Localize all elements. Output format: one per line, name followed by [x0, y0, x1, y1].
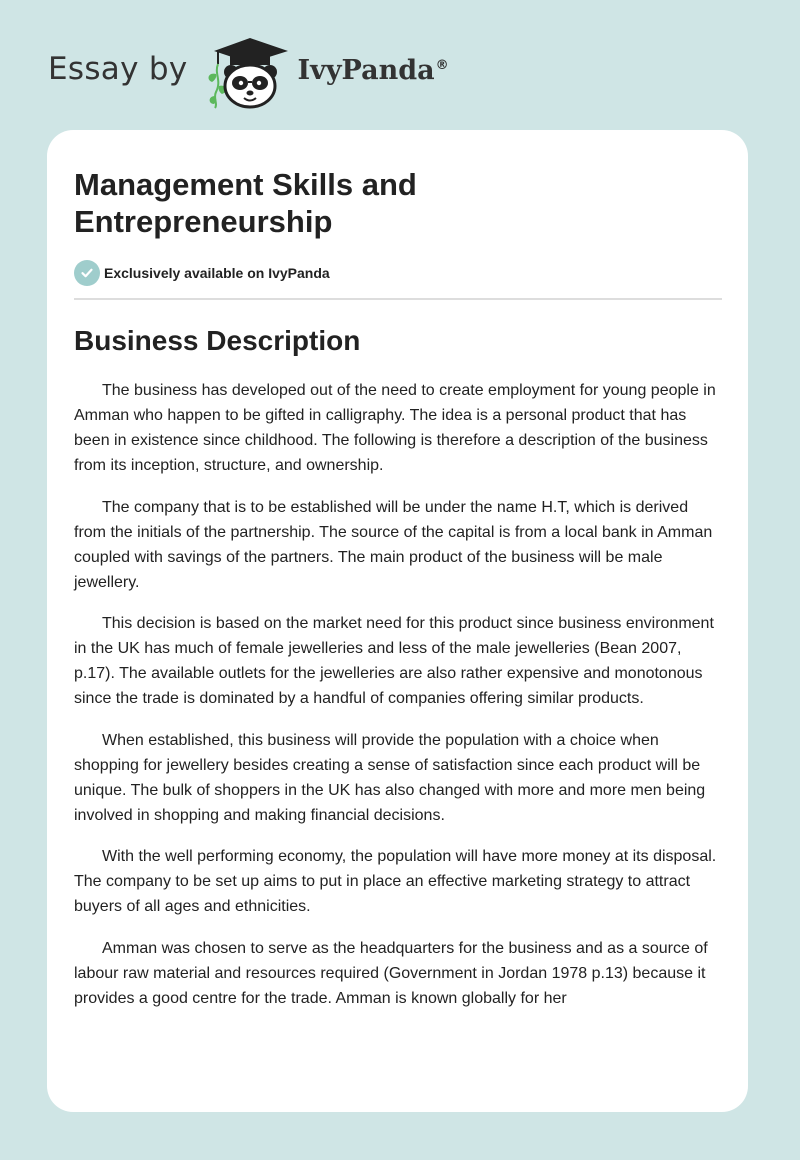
page-title: Management Skills and Entrepreneurship [74, 167, 417, 239]
essay-body [74, 378, 722, 1011]
essay-card [47, 130, 748, 1112]
section-heading: Business Description [74, 325, 361, 356]
paragraph: When established, this business will provide the population with a choice when shopping for jewellery besides creating a sense of satisfaction since each product will be unique. The bulk of shoppers in the UK has also changed with more and more men being involved in shopping and making financial decisions. [74, 731, 706, 824]
divider [74, 298, 722, 300]
paragraph: With the well performing economy, the population will have more money at its disposal. The company to be set up aims to put in place an effective marketing strategy to attract buyers of all ages and ethnicities. [74, 848, 717, 915]
paragraph: The business has developed out of the need to create employment for young people in Amman who happen to be gifted in calligraphy. The idea is a personal product that has been in existence since childhood. The following is therefore a description of the business from its inception, structure, and ownership. [74, 382, 716, 474]
check-circle-icon [74, 260, 100, 286]
brand-name: IvyPanda® [297, 54, 449, 86]
paragraph: Amman was chosen to serve as the headquarters for the business and as a source of labour raw material and resources required (Government in Jordan 1978 p.13) because it provides a good centre for the trade. Amman is known globally for her [74, 939, 708, 1007]
paragraph: The company that is to be established will be under the name H.T, which is derived from the initials of the partnership. The source of the capital is from a local bank in Amman coupled with savings of the partners. The main product of the business will be male jewellery. [74, 498, 713, 591]
paragraph: This decision is based on the market need for this product since business environment in the UK has much of female jewelleries and less of the male jewelleries (Bean 2007, p.17). The available outlets for the jewelleries are also rather expensive and monotonous since the trade is dominated by a handful of companies offering similar products. [74, 615, 714, 707]
panda-graduation-cap-icon [200, 34, 296, 110]
registered-mark: ® [435, 57, 449, 73]
exclusive-badge [74, 260, 722, 286]
brand-prefix: Essay by [48, 51, 188, 87]
badge-text: Exclusively available on IvyPanda [104, 265, 330, 281]
brand-header[interactable] [48, 32, 449, 112]
